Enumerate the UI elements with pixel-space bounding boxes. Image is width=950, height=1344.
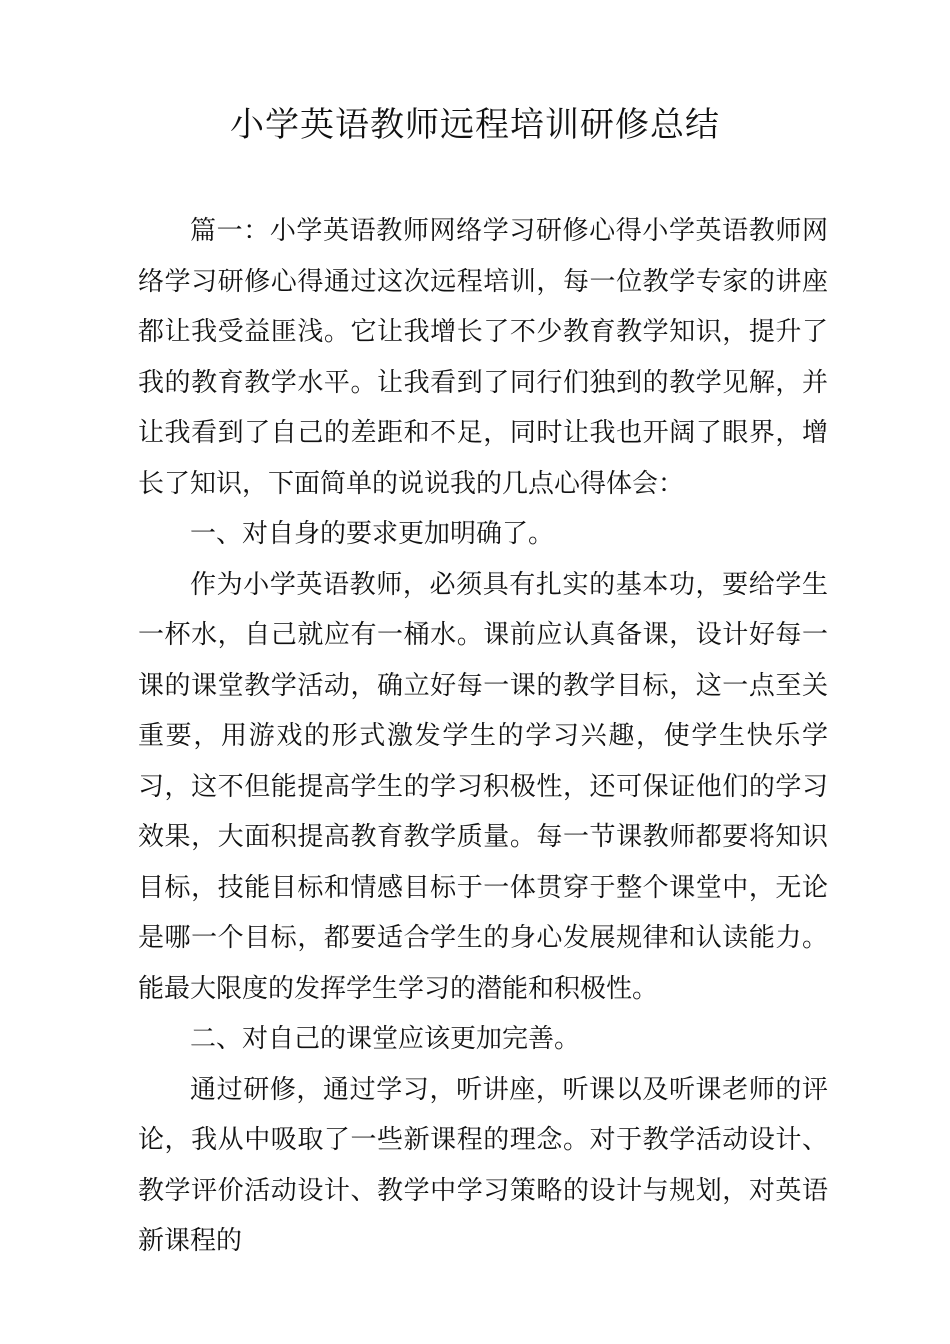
document-title: 小学英语教师远程培训研修总结 xyxy=(230,105,720,145)
section-heading-2: 二、对自己的课堂应该更加完善。 xyxy=(190,1024,581,1054)
document-body xyxy=(138,206,828,1267)
paragraph-section-1: 作为小学英语教师，必须具有扎实的基本功，要给学生一杯水，自己就应有一桶水。课前应认真备课，设计好每一课的课堂教学活动，确立好每一课的教学目标，这一点至关重要，用游戏的形式激发学生的学习兴趣，使学生快乐学习，这不但能提高学生的学习积极性，还可保证他们的学习效果，大面积提高教育教学质量。每一节课教师都要将知识目标，技能目标和情感目标于一体贯穿于整个课堂中，无论是哪一个目标，都要适合学生的身心发展规律和认读能力。能最大限度的发挥学生学习的潜能和积极性。 xyxy=(138,569,828,1004)
paragraph-intro: 篇一：小学英语教师网络学习研修心得小学英语教师网络学习研修心得通过这次远程培训，每一位教学专家的讲座都让我受益匪浅。它让我增长了不少教育教学知识，提升了我的教育教学水平。让我看到了同行们独到的教学见解，并让我看到了自己的差距和不足，同时让我也开阔了眼界，增长了知识，下面简单的说说我的几点心得体会： xyxy=(138,216,828,499)
section-heading-1: 一、对自身的要求更加明确了。 xyxy=(190,519,555,549)
paragraph-section-2: 通过研修，通过学习，听讲座，听课以及听课老师的评论，我从中吸取了一些新课程的理念。对于教学活动设计、教学评价活动设计、教学中学习策略的设计与规划，对英语新课程的 xyxy=(138,1074,828,1256)
